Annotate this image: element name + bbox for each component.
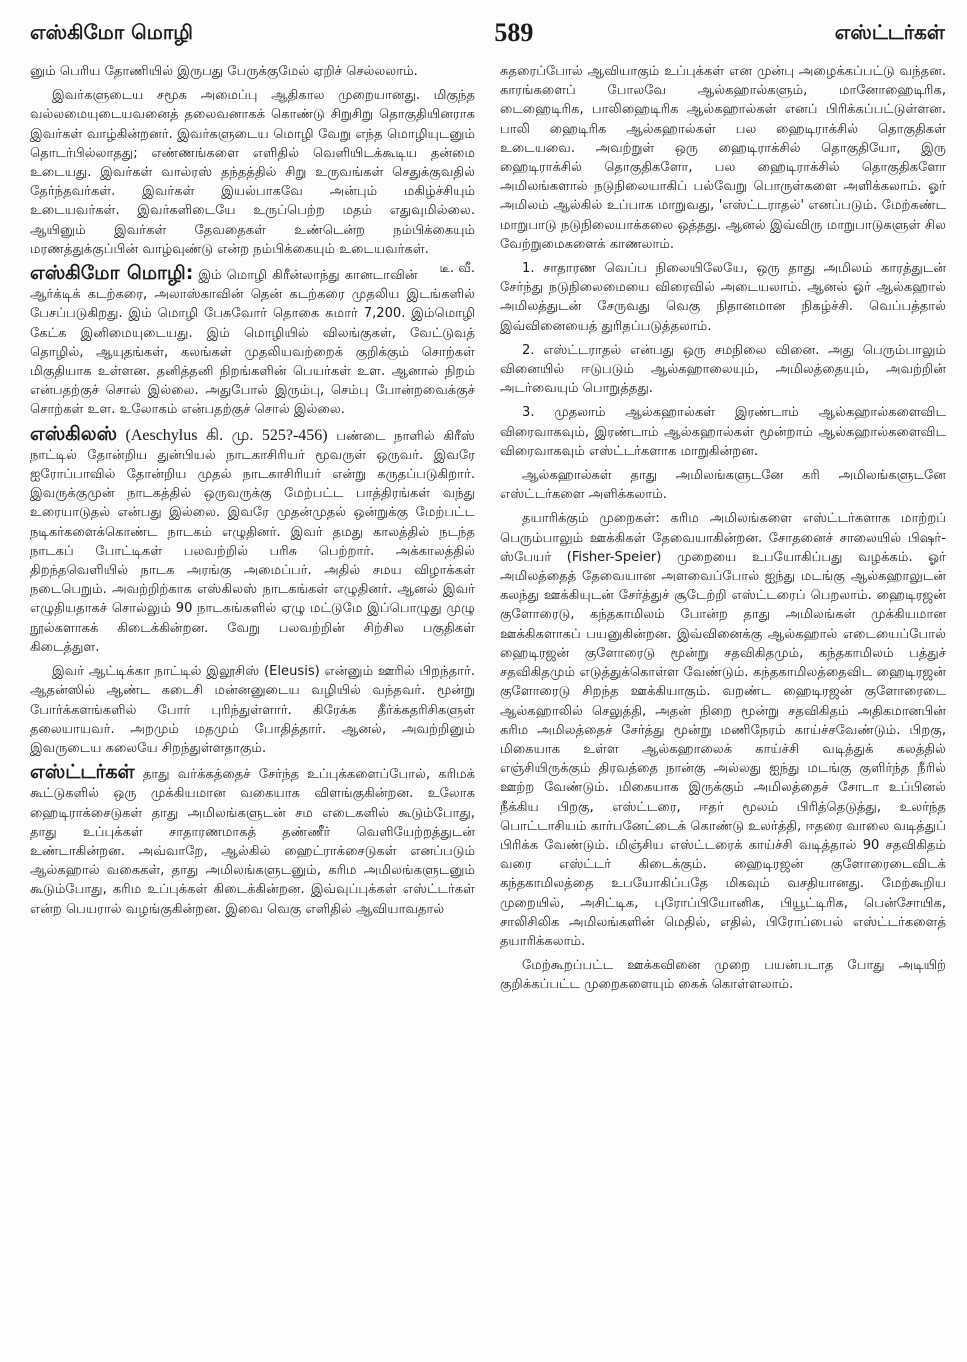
entry-aeschylus — [30, 422, 475, 657]
page-number: 589 — [494, 18, 534, 47]
running-head-right: எஸ்ட்டர்கள் — [834, 19, 945, 44]
entry-text: இம் மொழி கிரீன்லாந்து கானடாவின் ஆர்க்டிக் கடற்கரை, அலாஸ்காவின் தென் கடற்கரை முதலிய இடங்களில் பேசப்படுகிறது. இம் மொழி பேசுவோர் தொகை சுமார் 7,200. இம்மொழி கேட்க இனிமையுடையது. இம் மொழியில் விலங்குகள், வேட்டுவத் தொழில், ஆயுதங்கள், கலங்கள் முதலியவற்றைக் குறிக்கும் சொற்கள் மிகுதியாக உள்ளன. தனித்தனி நிறங்களின் பெயர்கள் உள. ஆனால் நிறம் என்பதற்குச் சொல் இல்லை. அதுபோல் இரும்பு, செம்பு போன்றவைக்குச் சொற்கள் உள. உலோகம் என்பதற்குச் சொல் இல்லை. — [30, 268, 475, 418]
page-header — [30, 14, 945, 52]
entry-headword: எஸ்கிலஸ் — [30, 422, 117, 445]
entry-text: தாது வர்க்கத்தைச் சேர்ந்த உப்புக்களைப்போல், கரிமக் கூட்டுகளில் ஒரு முக்கியமான வகையாக விளங்குகின்றன. உலோக ஹைடிராக்சைடுகள் தாது அமிலங்களுடன் சம எடைகளில் கூடும்போது, தாது உப்புக்கள் சாதாரணமாகத் தண்ணீர் வெளியேற்றத்துடன் உண்டாகின்றன. அவ்வாறே, ஆல்கில் ஹைட்ராக்சைடுகள் எனப்படும் ஆல்கஹால் வகைகள், தாது அமிலங்களுடனும், கரிம அமிலங்களுடனும் கூடும்போது, கரிம உப்புக்கள் கிடைக்கின்றன. இவ்வுப்புக்கள் எஸ்ட்டர்கள் என்ற பெயரால் வழங்குகின்றன. இவை வெகு எளிதில் ஆவியாவதால் — [30, 767, 475, 917]
paragraph: சுதரைப்போல் ஆவியாகும் உப்புக்கள் என முன்பு அழைக்கப்பட்டு வந்தன. காரங்களைப் போலவே ஆல்கஹால்களும், மானோஹைடிரிக, டைஹைடிரிக, பாலிஹைடிரிக ஆல்கஹால்கள் எனப் பிரிக்கப்பட்டுள்ளன. பாலி ஹைடிரிக ஆல்கஹால்கள் பல ஹைடிராக்சில் தொகுதிகள் உடையவை. அவற்றுள் ஒரு ஹைடிராக்சில் தொகுதியோ, இரு ஹைடிராக்சில் தொகுதிகளோ, பல ஹைடிராக்சில் தொகுதிகளோ அமிலங்களால் நடுநிலையாகிப் பல்வேறு பொருள்களை அளிக்கலாம். ஓர் அமிலம் ஆல்கில் உப்பாக மாறுவது, 'எஸ்ட்டராதல்' எனப்படும். மேற்கண்ட மாறுபாடு நடுநிலையாக்கலை ஒத்தது. ஆனல் இவ்விரு மாறுபாடுகளுள் சில வேற்றுமைகளைக் காணலாம். — [500, 64, 946, 252]
paragraph: ஆல்கஹால்கள் தாது அமிலங்களுடனே கரி அமிலங்களுடனே எஸ்ட்டர்களை அளிக்கலாம். — [500, 468, 946, 503]
running-head-left: எஸ்கிமோ மொழி — [30, 19, 193, 44]
paragraph: 3. முதலாம் ஆல்கஹால்கள் இரண்டாம் ஆல்கஹால்களைவிட விரைவாகவும், இரண்டாம் ஆல்கஹால்கள் மூன்றாம் ஆல்கஹால்களைவிட விரைவாகவும் எஸ்ட்டர்களாக மாறுகின்றன. — [500, 405, 946, 459]
author-initials: டீ. வீ. — [439, 261, 475, 277]
entry-text: பண்டை நாளில் கிரீஸ் நாட்டில் தோன்றிய துன்பியல் நாடகாசிரியர் மூவருள் ஒருவர். இவரே ஐரோப்பாவில் தோன்றிய முதல் நாடகாசிரியர் என்று கருதப்படுகிறார். இவருக்குமுன் நாடகத்தில் ஒருவருக்கு மேற்பட்ட பாத்திரங்கள் வந்து உரையாடுதல் என்பது இல்லை. இவரே முதன்முதல் ஒன்றுக்கு மேற்பட்ட நடிகர்களைக்கொண்ட நாடகம் எழுதினர். இவர் தமது காலத்தில் நடந்த நாடகப் போட்டிகள் பலவற்றில் பரிசு பெற்றார். அக்காலத்தில் திறந்தவெளியில் நாடக அரங்கு அமைப்பர். அதில் சமய விழாக்கள் நடைபெறும். அவற்றிற்காக எஸ்கிலஸ் நாடகங்கள் எழுதினர். ஆனல் இவர் எழுதியதாகச் சொல்லும் 90 நாடகங்களில் ஏழு மட்டுமே இப்பொழுது முழு நூல்களாகக் கிடைக்கின்றன. வேறு பலவற்றின் சிற்சில பகுதிகள் கிடைத்துள. — [30, 428, 475, 655]
entry-headword: எஸ்கிமோ மொழி: — [30, 262, 194, 285]
entry-headword: எஸ்ட்டர்கள் — [30, 761, 135, 784]
entry-latin-name: (Aeschylus கி. மு. 525?-456) — [116, 426, 328, 444]
right-column — [500, 62, 946, 1000]
paragraph: னும் பெரிய தோணியில் இருபது பேருக்குமேல் ஏறிச் செல்லலாம். — [30, 64, 418, 79]
paragraph: மேற்கூறப்பட்ட ஊக்கவினை முறை பயன்படாத போது அடியிற் குறிக்கப்பட்ட முறைகளையும் கைக் கொள்ளலாம். — [500, 958, 946, 993]
paragraph: 2. எஸ்ட்டராதல் என்பது ஒரு சமநிலை வினை. அது பெரும்பாலும் வினையில் ஈடுபடும் ஆல்கஹாலையும், அமிலத்தையும், அவற்றின் அடர்வையும் பொறுத்தது. — [500, 342, 946, 397]
paragraph-text: இவர்களுடைய சமூக அமைப்பு ஆதிகால முறையானது. மிகுந்த வல்லமையுடையவனைத் தலைவனாகக் கொண்டு சிறுசிறு தொகுதியினராக இவர்கள் வாழ்கின்றனர். இவர்களுடைய மொழி வேறு எந்த மொழியுடனும் தொடர்பில்லாதது; எண்ணங்களை எளிதில் வெளியிடக்கூடிய தன்மை உடையது. இவர்கள் வால்ரஸ் தந்தத்தில் சிறு உருவங்கள் செதுக்குவதில் தேர்ந்தவர்கள். இவர்கள் இயல்பாகவே அன்பும் மகிழ்ச்சியும் உடையவர்கள். இவர்களிடையே உருப்பெற்ற மதம் எதுவுமில்லை. ஆயினும் இவர்கள் தேவதைகள் உண்டென்ற நம்பிக்கையும் மரணத்துக்குப்பின் வாழ்வுண்டு என்ற நம்பிக்கையும் உடையவர்கள். — [30, 88, 475, 257]
paragraph: தயாரிக்கும் முறைகள்: கரிம அமிலங்களை எஸ்ட்டர்களாக மாற்றப் பெரும்பாலும் ஊக்கிகள் தேவையாகின்றன. சோதனைச் சாலையில் பிஷர்-ஸ்பேயர் (Fisher-Speier) முறையை உபயோகிப்பது வழக்கம். ஓர் அமிலத்தைத் தேவையான அளவைப்போல் ஐந்து மடங்கு ஆல்கஹாலுடன் கலந்து ஊக்கியுடன் சேர்த்துச் சூடேற்றி எஸ்ட்டரைப் பெறலாம். ஹைடிரஜன் குளோரைடு, கந்தகாமிலம் போன்ற தாது அமிலங்கள் முக்கியமான ஊக்கிகளாகப் பயனுகின்றன. இவ்வினைக்கு ஆல்கஹால் எடையைப்போல் ஹைடிரஜன் குளோரைடு மூன்று சதவிகிதமும், கந்தகாமிலம் பத்துச் சதவிகிதமும் எடுத்துக்கொள்ள வேண்டும். கந்தகாமிலத்தைவிட ஹைடிரஜன் குளோரைடு சிறந்த ஊக்கியாகும். வறண்ட ஹைடிரஜன் குளோரைடை ஆல்கஹாலில் செலுத்தி, அதன் நிறை மூன்று சதவிகிதம் அதிகமானபின் கரிம அமிலத்தைச் சேர்த்து மூன்று மணிநேரம் காய்ச்சவேண்டும். பிறகு, மிகையாக உள்ள ஆல்கஹாலைக் காய்ச்சி வடித்துக் கலத்தில் எஞ்சியிருக்கும் திரவத்தை நான்கு அல்லது ஐந்து மடங்கு குளிர்ந்த நீரில் ஊற்ற வேண்டும். மிகையாக இருக்கும் அமிலத்தைச் சோடா உப்பினல் நீக்கிய பிறகு, எஸ்ட்டரை, ஈதர் மூலம் பிரித்தெடுத்து, உலர்ந்த பொட்டாசியம் கார்பனேட்டைக் கொண்டு உலர்த்தி, ஈதரை வாலை வடித்துப் பிரிக்க வேண்டும். மிஞ்சிய எஸ்ட்டரைக் காய்ச்சி வடித்தால் 90 சதவிகிதம் வரை எஸ்ட்டர் கிடைக்கும். ஹைடிரஜன் குளோரைடைவிடக் கந்தகாமிலத்தை உபயோகிப்பதே மிகவும் வசதியானது. மேற்கூறிய முறையில், அசிட்டிக, புரோப்பியோனிக, பியூட்டிரிக, பென்சோயிக, சாலிசிலிக அமிலங்களின் மெதில், எதில், பிரோப்பைல் எஸ்ட்டர்களைத் தயாரிக்கலாம். — [500, 511, 946, 949]
entry-eskimo-language — [30, 264, 475, 420]
left-column — [30, 62, 475, 924]
paragraph: 1. சாதாரண வெப்ப நிலையிலேயே, ஒரு தாது அமிலம் காரத்துடன் சேர்ந்து நடுநிலைமையை விரைவில் அடையலாம். ஆனல் ஓர் ஆல்கஹால் அமிலத்துடன் சேருவது வெகு நிதானமான நிகழ்ச்சி. வெப்பத்தால் இவ்வினையைத் துரிதப்படுத்தலாம். — [500, 261, 946, 334]
paragraph: இவர் ஆட்டிக்கா நாட்டில் இலூசிஸ் (Eleusis) என்னும் ஊரில் பிறந்தார். ஆதன்ஸில் ஆண்ட கடைசி மன்னனுடைய வழியில் வந்தவர். மூன்று போர்க்களங்களில் போர் புரிந்துள்ளார். கிரேக்க தீர்க்கதரிசிகளுள் தலையாயவர். அறமும் மதமும் போதித்தார். ஆனல், அவற்றினும் இவருடைய கலையே சிறந்துள்ளதாகும். — [30, 664, 475, 756]
entry-esters — [30, 763, 475, 919]
